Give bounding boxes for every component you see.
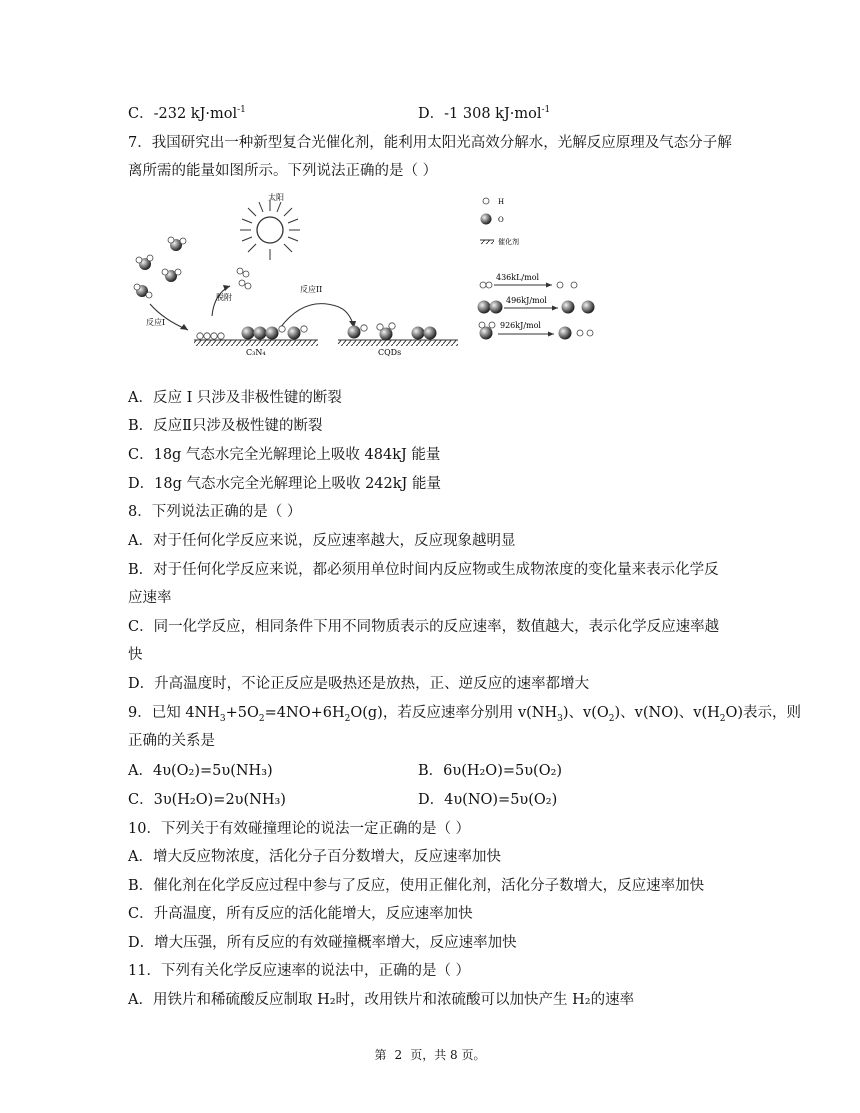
q8-option-c-line2: 快	[128, 647, 143, 663]
q10-option-c: C．升高温度，所有反应的活化能增大，反应速率加快	[128, 906, 473, 922]
q7-stem-line1: 7．我国研究出一种新型复合光催化剂，能利用太阳光高效分解水，光解反应原理及气态分子解	[128, 135, 732, 151]
energy-o2: 496kJ/mol	[506, 296, 547, 305]
energy-h2: 436kL/mol	[496, 273, 540, 282]
q7-option-d: D．18g 气态水完全光解理论上吸收 242kJ 能量	[128, 476, 441, 492]
desorb-label: 脱附	[216, 293, 232, 302]
water-molecules	[134, 237, 186, 298]
q7-option-a: A．反应 I 只涉及非极性键的断裂	[128, 390, 342, 406]
q11-stem: 11．下列有关化学反应速率的说法中，正确的是（ ）	[128, 963, 471, 979]
q7-option-c: C．18g 气态水完全光解理论上吸收 484kJ 能量	[128, 447, 441, 463]
q8-option-b-line2: 应速率	[128, 590, 172, 606]
q7-figure	[128, 188, 608, 358]
page-footer: 第 2 页，共 8 页。	[374, 1048, 486, 1062]
reaction2-label: 反应II	[300, 285, 323, 294]
q10-option-b: B．催化剂在化学反应过程中参与了反应，使用正催化剂，活化分子数增大，反应速率加快	[128, 878, 705, 894]
q9-option-b: B．6υ(H₂O)=5υ(O₂)	[418, 763, 563, 779]
q8-stem: 8．下列说法正确的是（ ）	[128, 504, 302, 520]
q10-stem: 10．下列关于有效碰撞理论的说法一定正确的是（ ）	[128, 821, 471, 837]
q10-option-a: A．增大反应物浓度，活化分子百分数增大，反应速率加快	[128, 849, 501, 865]
q8-option-b-line1: B．对于任何化学反应来说，都必须用单位时间内反应物或生成物浓度的变化量来表示化学反	[128, 562, 719, 578]
desorbed-h-atoms	[237, 268, 251, 289]
sun-icon	[240, 200, 300, 260]
q9-stem-line2: 正确的关系是	[128, 733, 215, 749]
cqds-label: CQDs	[378, 348, 402, 357]
q11-option-a: A．用铁片和稀硫酸反应制取 H₂时，改用铁片和浓硫酸可以加快产生 H₂的速率	[128, 992, 635, 1008]
q10-option-d: D．增大压强，所有反应的有效碰撞概率增大，反应速率加快	[128, 935, 517, 951]
q7-option-b: B．反应Ⅱ只涉及极性键的断裂	[128, 418, 323, 434]
q9-option-d: D．4υ(NO)=5υ(O₂)	[418, 792, 558, 808]
q8-option-d: D．升高温度时，不论正反应是吸热还是放热，正、逆反应的速率都增大	[128, 676, 590, 692]
q6-option-d: D．-1 308 kJ·mol$^{-1}$	[418, 105, 551, 122]
energy-h2o: 926kJ/mol	[500, 321, 541, 330]
q8-option-a: A．对于任何化学反应来说，反应速率越大，反应现象越明显	[128, 533, 516, 549]
q7-stem-line2: 离所需的能量如图所示。下列说法正确的是（ ）	[128, 163, 438, 179]
legend-o: O	[498, 216, 504, 224]
legend-catalyst: 催化剂	[498, 238, 519, 246]
c3n4-label: C₃N₄	[246, 348, 266, 357]
q8-option-c-line1: C．同一化学反应，相同条件下用不同物质表示的反应速率，数值越大，表示化学反应速率越	[128, 619, 720, 635]
q6-option-c: C．-232 kJ·mol$^{-1}$	[128, 105, 246, 122]
q9-option-a: A．4υ(O₂)=5υ(NH₃)	[128, 763, 273, 779]
legend-h: H	[498, 198, 505, 206]
reaction1-label: 反应I	[146, 318, 166, 327]
q9-stem-line1: 9．已知 $4NH_3+5O_2=4NO+6H_2O(g)$，若反应速率分别用 $v(NH_3)$、$v(O_2)$、v(NO)、$v(H_2O)$表示，则	[128, 705, 802, 724]
q9-option-c: C．3υ(H₂O)=2υ(NH₃)	[128, 792, 286, 808]
sun-label: 太阳	[268, 193, 284, 202]
